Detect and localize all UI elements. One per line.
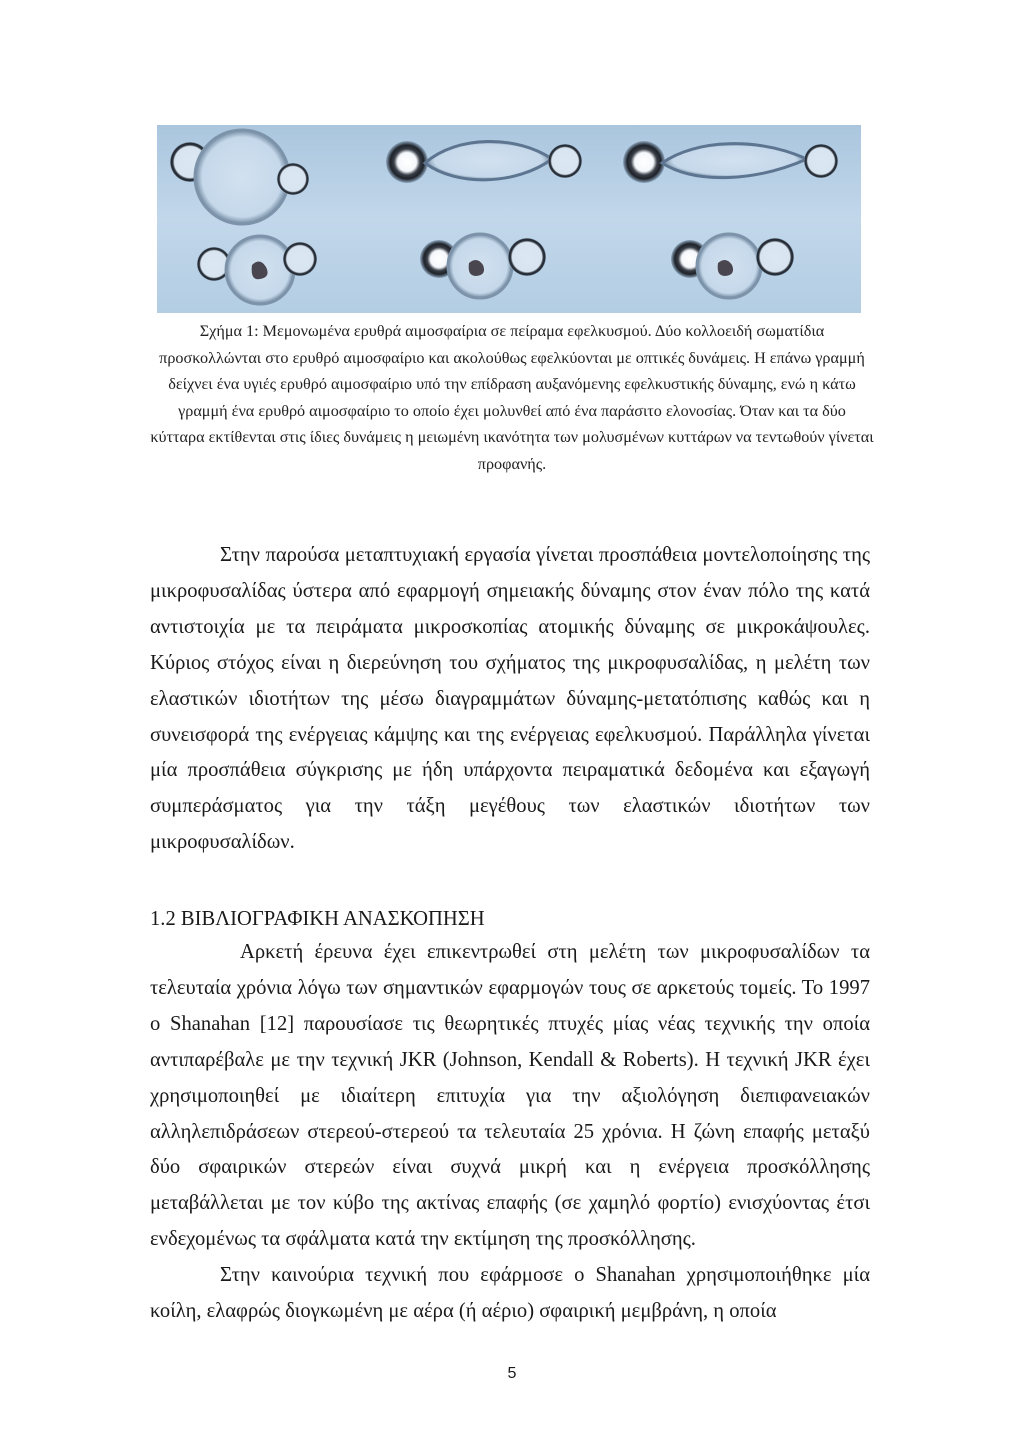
section-heading: 1.2 ΒΙΒΛΙΟΓΡΑΦΙΚΗ ΑΝΑΣΚΟΠΗΣΗ <box>150 908 485 930</box>
micrograph-image <box>157 125 861 313</box>
figure-caption: Σχήμα 1: Μεμονωμένα ερυθρά αιμοσφαίρια σε πείραμα εφελκυσμού. Δύο κολλοειδή σωματίδια προσκολλώνται στο ερυθρό αιμοσφαίριο και ακολούθως εφελκύονται με οπτικές δυνάμεις. Η επάνω γραμμή δείχνει ένα υγιές ερυθρό αιμοσφαίριο υπό την επίδραση αυξανόμενης εφελκυστικής δύναμης, ενώ η κάτω γραμμή ένα ερυθρό αιμοσφαίριο το οποίο έχει μολυνθεί από ένα παράσιτο ελονοσίας. Όταν και τα δύο κύτταρα εκτίθενται στις ίδιες δυνάμεις η μειωμένη ικανότητα των μολυσμένων κυττάρων να τεντωθούν γίνεται προφανής. <box>150 322 874 473</box>
paragraph-shanahan: Στην καινούρια τεχνική που εφάρμοσε ο Shanahan χρησιμοποιήθηκε μία κοίλη, ελαφρώς διογκωμένη με αέρα (ή αέριο) σφαιρική μεμβράνη, η οποία <box>150 1264 870 1322</box>
micrograph-figure <box>157 125 861 313</box>
paragraph-literature: Αρκετή έρευνα έχει επικεντρωθεί στη μελέτη των μικροφυσαλίδων τα τελευταία χρόνια λόγω των σημαντικών εφαρμογών τους σε αρκετούς τομείς. Το 1997 ο Shanahan [12] παρουσίασε τις θεωρητικές πτυχές μίας νέας τεχνικής την οποία αντιπαρέβαλε με την τεχνική JKR (Johnson, Kendall & Roberts). Η τεχνική JKR έχει χρησιμοποιηθεί με ιδιαίτερη επιτυχία για την αξιολόγηση διεπιφανειακών αλληλεπιδράσεων στερεού-στερεού τα τελευταία 25 χρόνια. Η ζώνη επαφής μεταξύ δύο σφαιρικών στερεών είναι συχνά μικρή και η ενέργεια προσκόλλησης μεταβάλλεται με τον κύβο της ακτίνας επαφής (σε χαμηλό φορτίο) ενισχύοντας έτσι ενδεχομένως τα σφάλματα κατά την εκτίμηση της προσκόλλησης. <box>150 941 870 1251</box>
page-number: 5 <box>507 1365 517 1382</box>
paragraph-intro: Στην παρούσα μεταπτυχιακή εργασία γίνεται προσπάθεια μοντελοποίησης της μικροφυσαλίδας ύστερα από εφαρμογή σημειακής δύναμης στον έναν πόλο της κατά αντιστοιχία με τα πειράματα μικροσκοπίας ατομικής δύναμης σε μικροκάψουλες. Κύριος στόχος είναι η διερεύνηση του σχήματος της μικροφυσαλίδας, η μελέτη των ελαστικών ιδιοτήτων της μέσω διαγραμμάτων δύναμης-μετατόπισης καθώς και η συνεισφορά της ενέργειας κάμψης και της ενέργειας εφελκυσμού. Παράλληλα γίνεται μία προσπάθεια σύγκρισης με ήδη υπάρχοντα πειραματικά δεδομένα και εξαγωγή συμπεράσματος για την τάξη μεγέθους των ελαστικών ιδιοτήτων των μικροφυσαλίδων. <box>150 544 870 854</box>
